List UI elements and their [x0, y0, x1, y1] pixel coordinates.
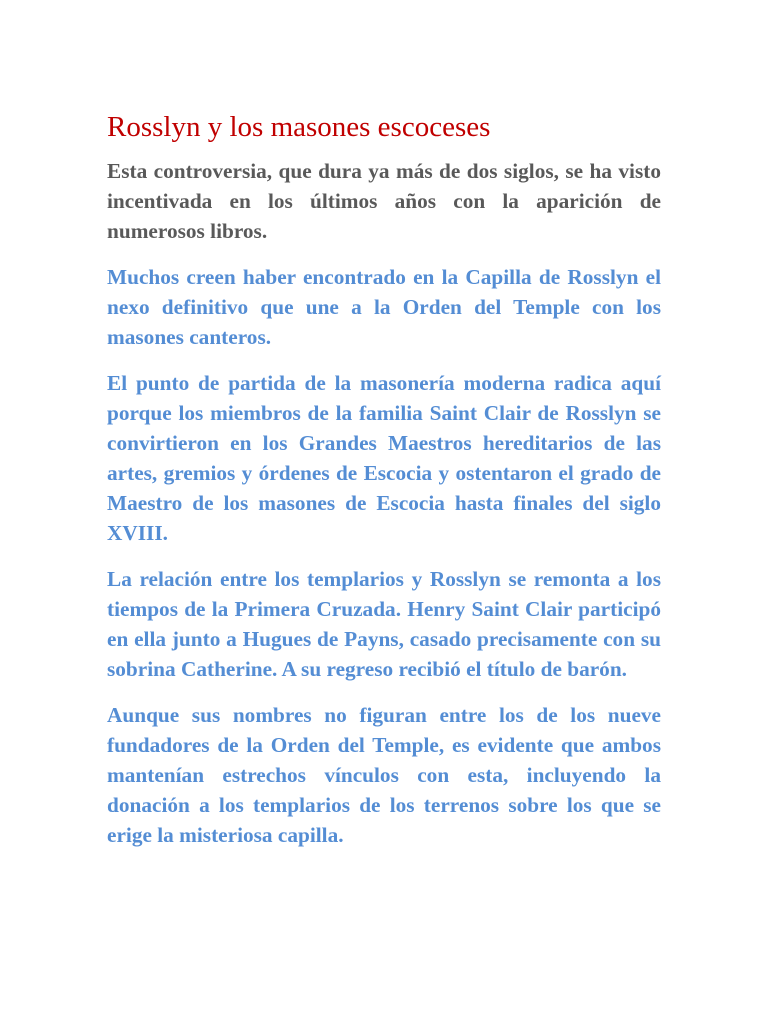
- paragraph-rosslyn-chapel: Muchos creen haber encontrado en la Capilla de Rosslyn el nexo definitivo que une a la Orden del Temple con los masones canteros.: [107, 265, 661, 349]
- document-title: Rosslyn y los masones escoceses: [107, 111, 491, 143]
- paragraph-modern-masonry: El punto de partida de la masonería moderna radica aquí porque los miembros de la familia Saint Clair de Rosslyn se convirtieron en los Grandes Maestros hereditarios de las artes, gremios y órdenes de Escocia y ostentaron el grado de Maestro de los masones de Escocia hasta finales del siglo XVIII.: [107, 371, 661, 545]
- paragraph-first-crusade: La relación entre los templarios y Rosslyn se remonta a los tiempos de la Primera Cruzada. Henry Saint Clair participó en ella junto a Hugues de Payns, casado precisamente con su sobrina Catherine. A su regreso recibió el título de barón.: [107, 567, 661, 681]
- document-page: [107, 108, 661, 866]
- paragraph-templar-founders: Aunque sus nombres no figuran entre los de los nueve fundadores de la Orden del Temple, es evidente que ambos mantenían estrechos vínculos con esta, incluyendo la donación a los templarios de los terrenos sobre los que se erige la misteriosa capilla.: [107, 703, 661, 847]
- intro-paragraph: Esta controversia, que dura ya más de dos siglos, se ha visto incentivada en los últimos años con la aparición de numerosos libros.: [107, 159, 661, 243]
